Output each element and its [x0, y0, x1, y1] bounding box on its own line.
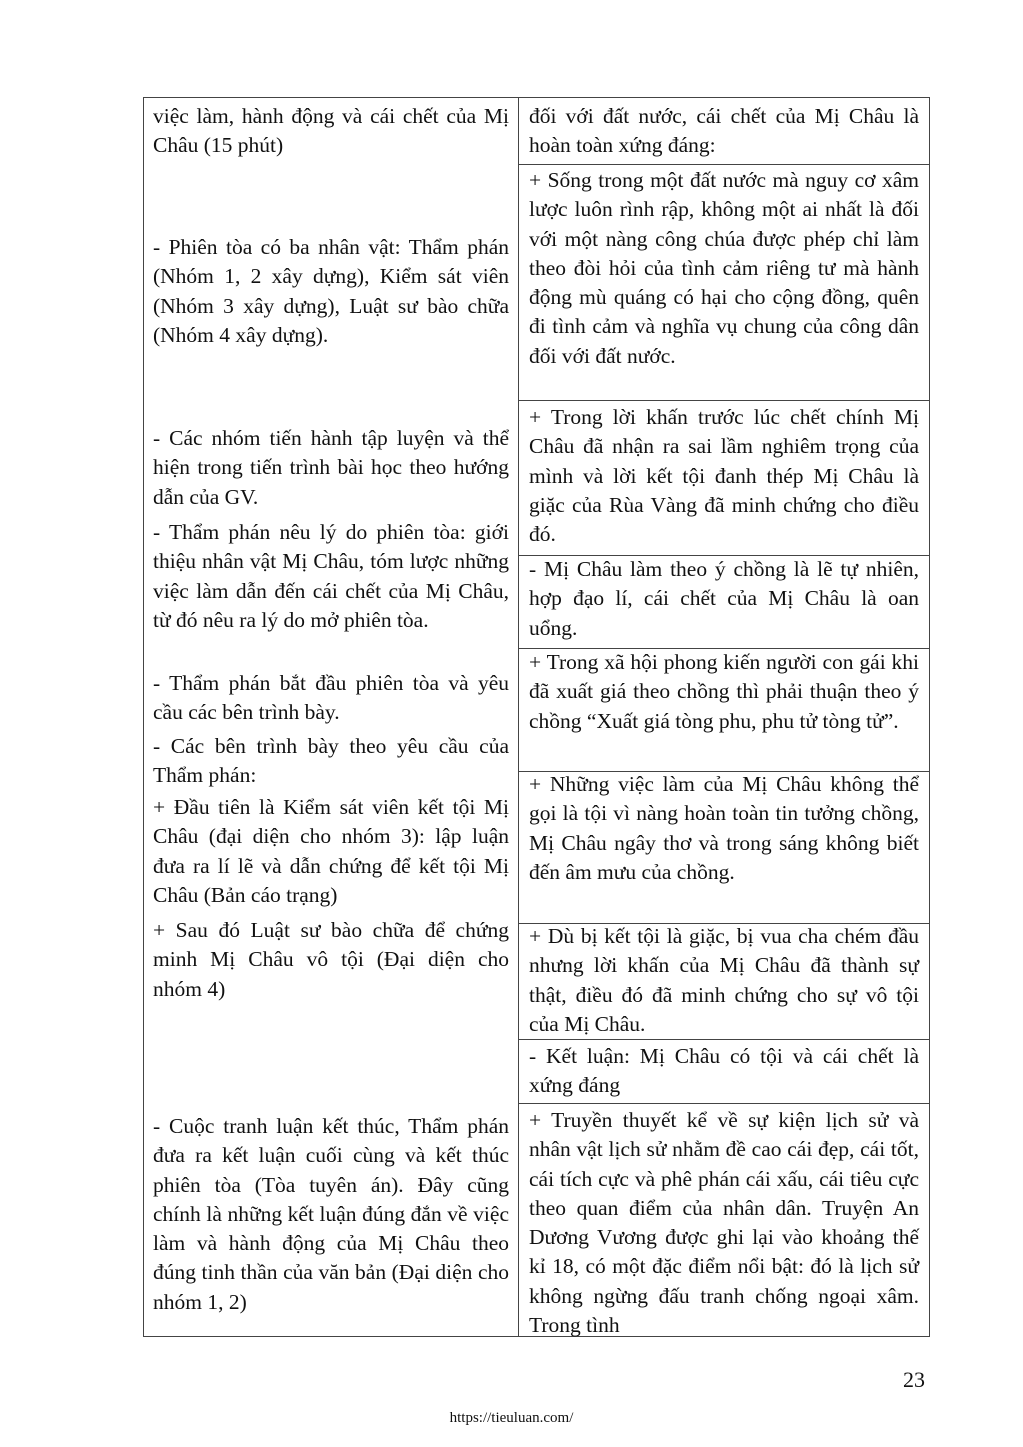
right-paragraph: + Dù bị kết tội là giặc, bị vua cha chém đầu nhưng lời khấn của Mị Châu đã thành sự thật, điều đó đã minh chứng cho sự vô tội của Mị Châu. — [529, 924, 919, 1036]
right-paragraph: - Kết luận: Mị Châu có tội và cái chết là xứng đáng — [529, 1044, 919, 1098]
cell-separator — [518, 164, 929, 165]
footer-url[interactable]: https://tieuluan.com/ — [449, 1410, 574, 1426]
right-paragraph: + Trong xã hội phong kiến người con gái khi đã xuất giá theo chồng thì phải thuận theo ý chồng “Xuất giá tòng phu, phu tử tòng tử”. — [529, 650, 919, 733]
left-paragraph: - Các bên trình bày theo yêu cầu của Thẩm phán: — [153, 734, 509, 788]
content-table — [143, 97, 930, 1337]
left-paragraph: + Sau đó Luật sư bào chữa để chứng minh Mị Châu vô tội (Đại diện cho nhóm 4) — [153, 918, 509, 1001]
cell-separator — [518, 400, 929, 401]
right-paragraph: + Những việc làm của Mị Châu không thể gọi là tội vì nàng hoàn toàn tin tưởng chồng, Mị Châu ngây thơ và trong sáng không biết đến âm mưu của chồng. — [529, 772, 919, 884]
page-number: 23 — [903, 1367, 925, 1392]
right-paragraph: đối với đất nước, cái chết của Mị Châu là hoàn toàn xứng đáng: — [529, 104, 919, 158]
right-paragraph: - Mị Châu làm theo ý chồng là lẽ tự nhiên, hợp đạo lí, cái chết của Mị Châu là oan uổng. — [529, 557, 919, 640]
left-paragraph: - Phiên tòa có ba nhân vật: Thẩm phán (Nhóm 1, 2 xây dựng), Kiểm sát viên (Nhóm 3 xây dựng), Luật sư bào chữa (Nhóm 4 xây dựng). — [153, 235, 509, 347]
cell-separator — [518, 1103, 929, 1104]
right-paragraph: + Truyền thuyết kể về sự kiện lịch sử và nhân vật lịch sử nhằm đề cao cái đẹp, cái tốt, cái tích cực và phê phán cái xấu, cái tiêu cực theo quan điểm của nhân dân. Truyện An Dương Vương được ghi lại vào khoảng thế kỉ 18, có một đặc điểm nổi bật: đó là lịch sử không ngừng đấu tranh chống ngoại xâm. Trong tình — [529, 1108, 919, 1338]
left-paragraph: - Thẩm phán nêu lý do phiên tòa: giới thiệu nhân vật Mị Châu, tóm lược những việc làm dẫn đến cái chết của Mị Châu, từ đó nêu ra lý do mở phiên tòa. — [153, 520, 509, 632]
left-paragraph: - Các nhóm tiến hành tập luyện và thể hiện trong tiến trình bài học theo hướng dẫn của GV. — [153, 426, 509, 509]
left-paragraph: việc làm, hành động và cái chết của Mị Châu (15 phút) — [153, 104, 509, 158]
right-paragraph: + Trong lời khấn trước lúc chết chính Mị Châu đã nhận ra sai lầm nghiêm trọng của mình và lời kết tội đanh thép Mị Châu là giặc của Rùa Vàng đã minh chứng cho điều đó. — [529, 405, 919, 547]
left-paragraph: + Đầu tiên là Kiểm sát viên kết tội Mị Châu (đại diện cho nhóm 3): lập luận đưa ra lí lẽ và dẫn chứng để kết tội Mị Châu (Bản cáo trạng) — [153, 795, 509, 907]
right-paragraph: + Sống trong một đất nước mà nguy cơ xâm lược luôn rình rập, không một ai nhất là đối với một nàng công chúa được phép chỉ làm theo đòi hỏi của tình cảm riêng tư mà hành động mù quáng có hại cho cộng đồng, quên đi tình cảm và nghĩa vụ chung của công dân đối với đất nước. — [529, 168, 919, 368]
left-paragraph: - Cuộc tranh luận kết thúc, Thẩm phán đưa ra kết luận cuối cùng và kết thúc phiên tòa (Tòa tuyên án). Đây cũng chính là những kết luận đúng đắn về việc làm và hành động của Mị Châu theo đúng tinh thần của văn bản (Đại diện cho nhóm 1, 2) — [153, 1114, 509, 1314]
column-divider — [518, 98, 519, 1336]
left-paragraph: - Thẩm phán bắt đầu phiên tòa và yêu cầu các bên trình bày. — [153, 671, 509, 725]
